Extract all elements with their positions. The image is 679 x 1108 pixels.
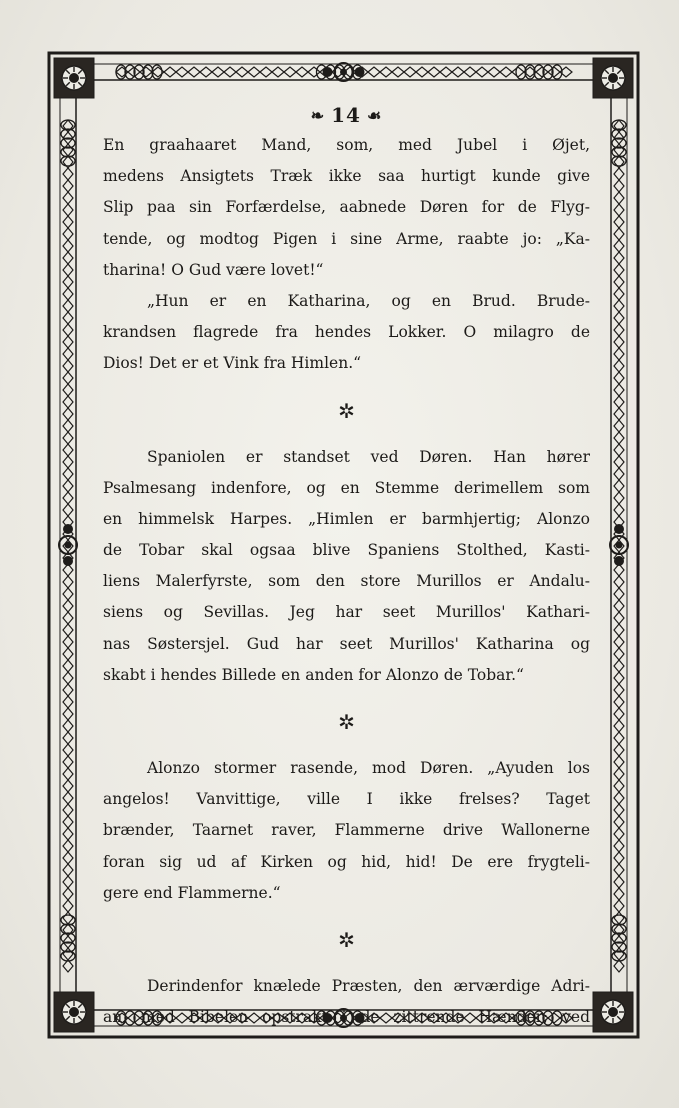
text-line: angelos! Vanvittige, ville I ikke frelses? Taget <box>103 790 590 809</box>
page-number-left-ornament-icon: ❧ <box>310 106 326 125</box>
paragraph-1 <box>103 130 590 286</box>
section-separator-icon: ✲ <box>338 927 355 952</box>
text-line: liens Malerfyrste, som den store Murillos er Andalu- <box>103 572 590 591</box>
text-line: Dios! Det er et Vink fra Himlen.“ <box>103 354 362 373</box>
text-line: foran sig ud af Kirken og hid, hid! De ere frygteli- <box>103 852 590 871</box>
text-line: Psalmesang indenfore, og en Stemme derimellem som <box>103 478 590 497</box>
section-separator-icon: ✲ <box>338 710 355 734</box>
text-line: an, med Bibelen opstrakt i de zittrende Hænder; ved <box>103 1008 590 1027</box>
text-line: tende, og modtog Pigen i sine Arme, raabte jo: „Ka- <box>103 229 590 248</box>
section-separator-icon: ✲ <box>338 398 355 423</box>
text-line: „Hun er en Katharina, og en Brud. Brude- <box>147 291 590 310</box>
page-number-right-ornament-icon: ☙ <box>366 106 383 125</box>
text-line: gere end Flammerne.“ <box>103 883 281 902</box>
text-line: brænder, Taarnet raver, Flammerne drive Wallonerne <box>103 821 590 840</box>
text-line: tharina! O Gud være lovet!“ <box>103 260 324 279</box>
text-line: en himmelsk Harpes. „Himlen er barmhjertig; Alonzo <box>103 509 590 528</box>
text-line: Spaniolen er standset ved Døren. Han hører <box>147 447 590 466</box>
text-line: siens og Sevillas. Jeg har seet Murillos' Kathari- <box>103 603 590 622</box>
paragraph-2 <box>103 286 590 380</box>
text-line: En graahaaret Mand, som, med Jubel i Øjet, <box>103 136 590 154</box>
text-line: medens Ansigtets Træk ikke saa hurtigt kunde give <box>103 167 590 186</box>
text-line: Slip paa sin Forfærdelse, aabnede Døren for de Flyg- <box>103 198 590 217</box>
paragraph-4 <box>103 753 590 909</box>
paragraph-3 <box>103 442 590 692</box>
page-number-value: 14 <box>331 103 361 127</box>
page-text <box>103 100 590 1033</box>
paragraph-5 <box>103 971 590 1033</box>
text-line: skabt i hendes Billede en anden for Alonzo de Tobar.“ <box>103 665 524 684</box>
text-line: krandsen flagrede fra hendes Lokker. O milagro de <box>103 323 590 342</box>
text-line: Alonzo stormer rasende, mod Døren. „Ayuden los <box>147 759 590 777</box>
text-line: Derindenfor knælede Præsten, den ærværdige Adri- <box>147 976 590 995</box>
text-line: de Tobar skal ogsaa blive Spaniens Stolthed, Kasti- <box>103 541 590 560</box>
text-line: nas Søstersjel. Gud har seet Murillos' Katharina og <box>103 634 590 653</box>
page-number <box>103 100 590 130</box>
